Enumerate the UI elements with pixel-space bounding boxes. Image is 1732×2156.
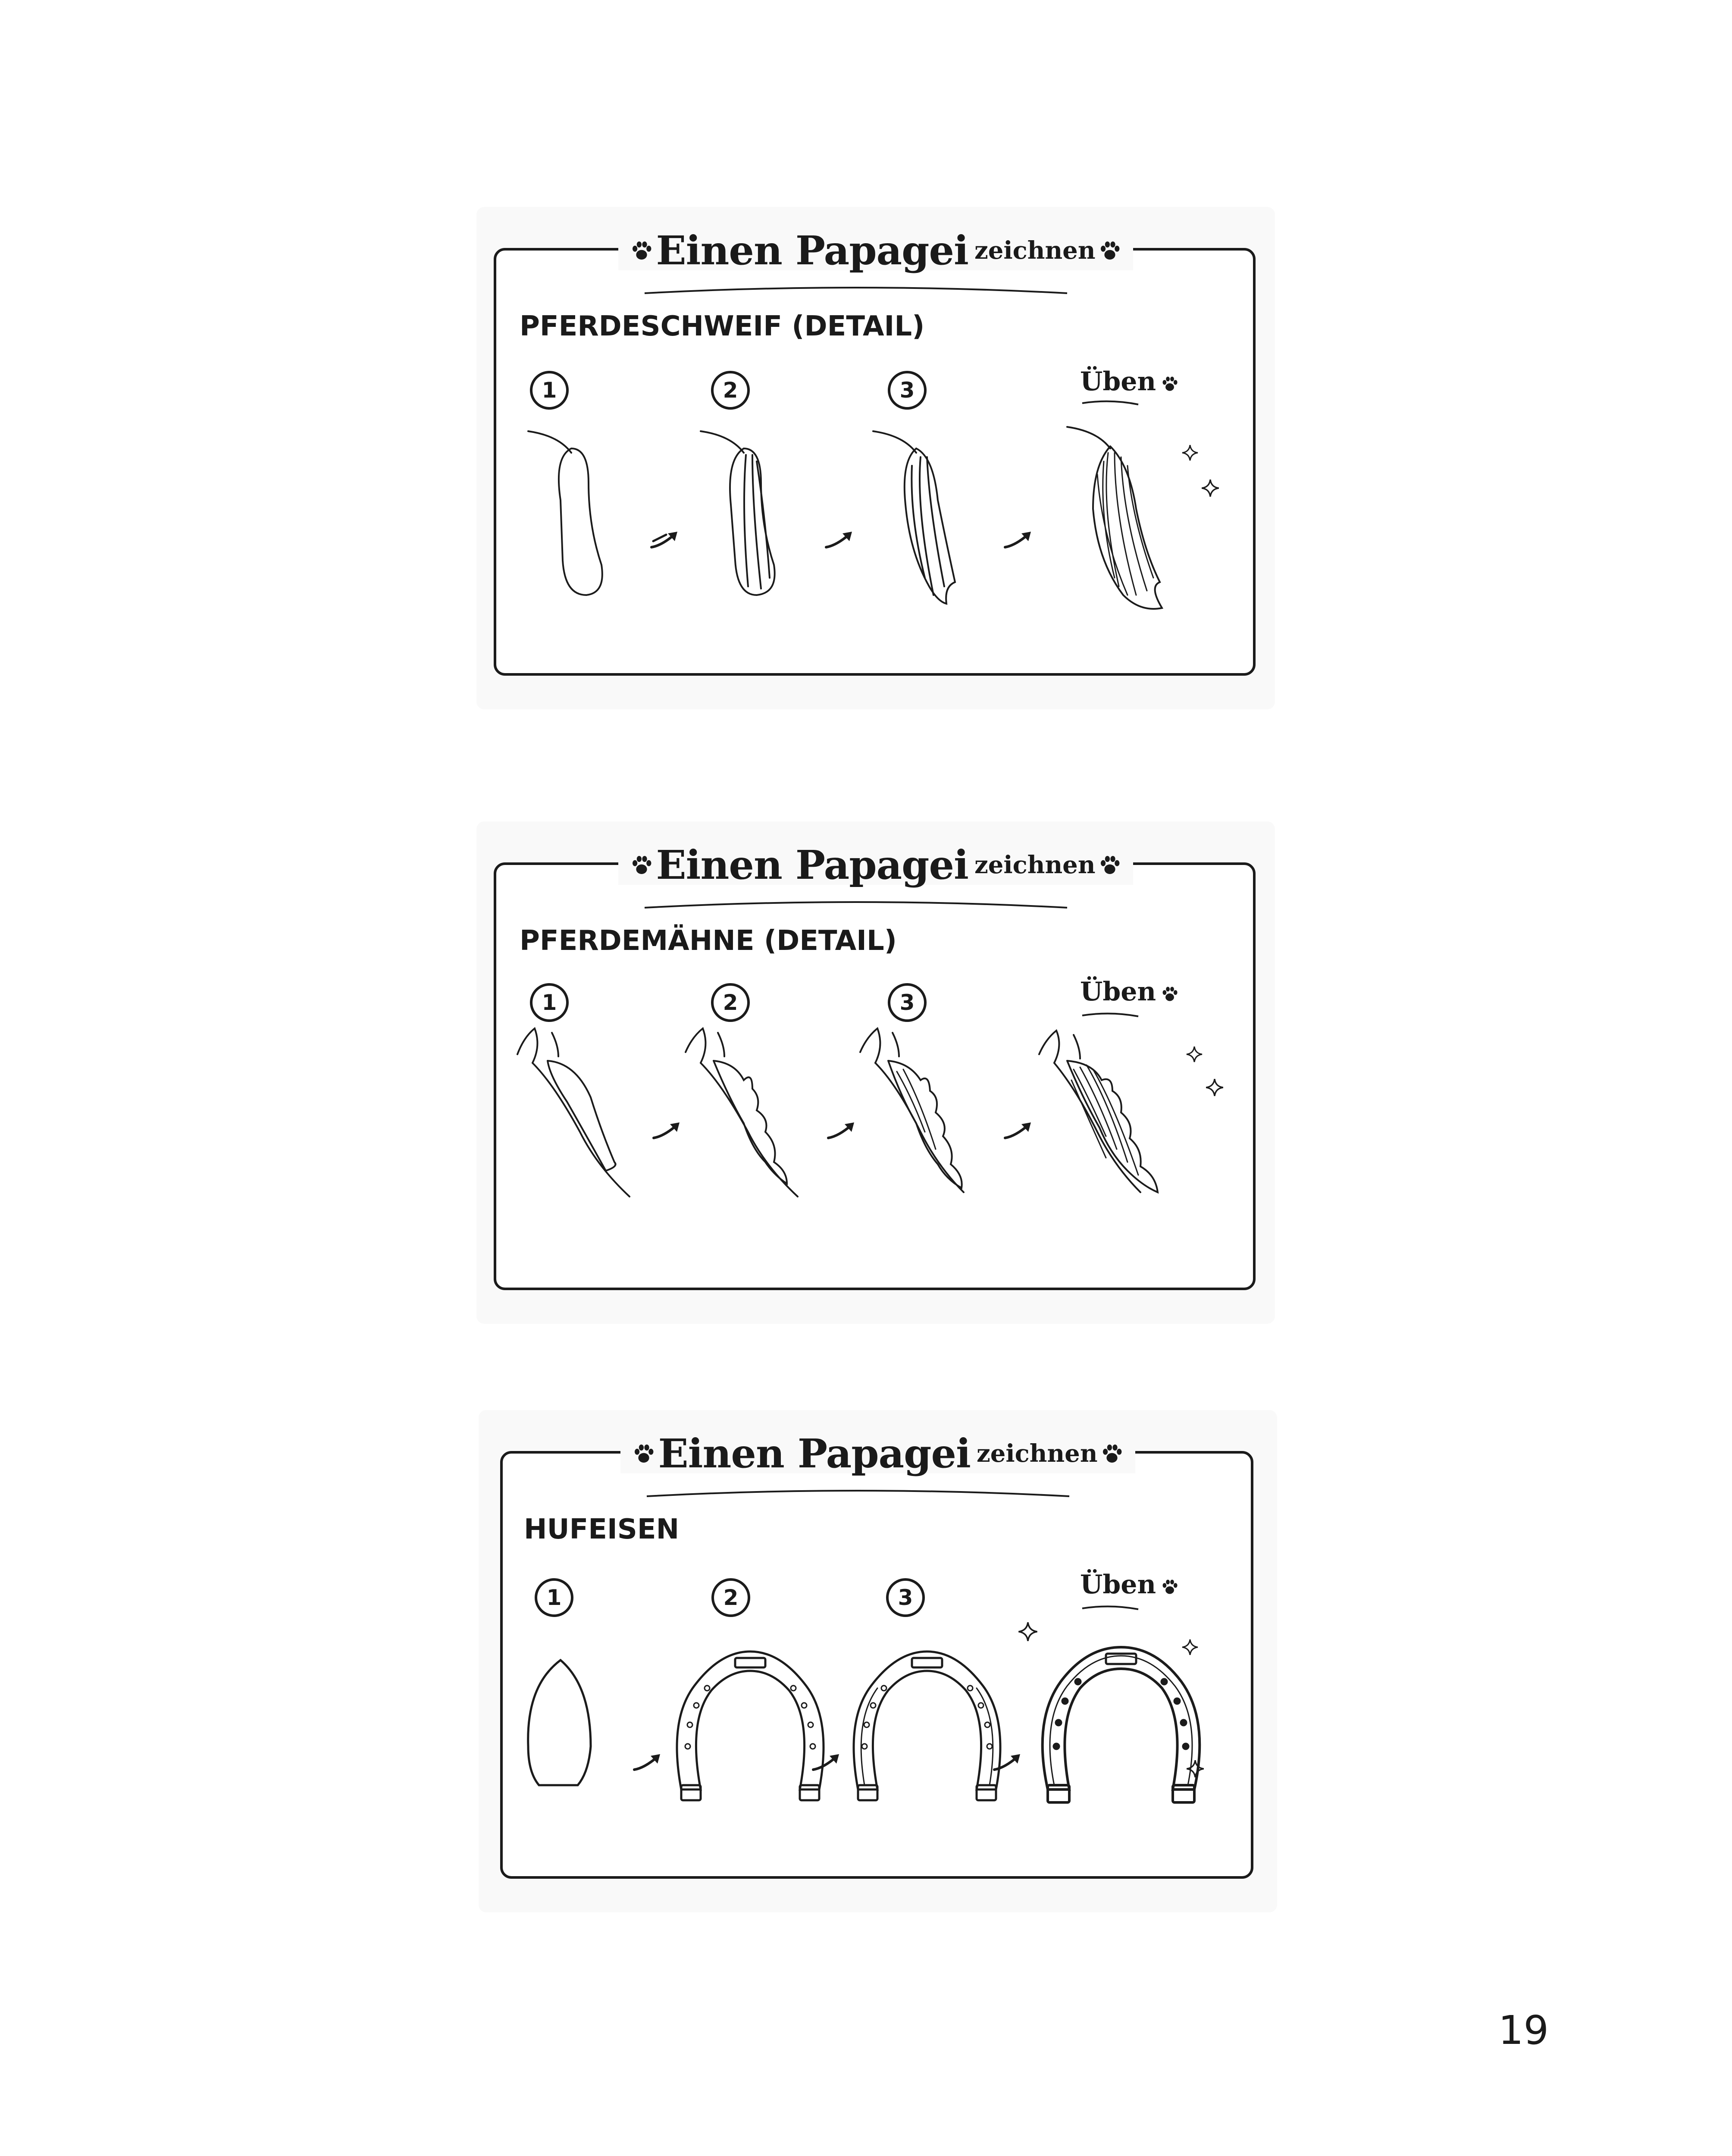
- practice-text: Üben: [1080, 977, 1156, 1007]
- arrow-icon: [826, 532, 852, 547]
- arrow-icon: [813, 1754, 839, 1770]
- step-badge-1: 1: [530, 371, 569, 410]
- step-badge-3: 3: [886, 1578, 925, 1617]
- sparkle-icon: [1206, 1079, 1223, 1096]
- sparkle-icon: [1182, 1639, 1198, 1655]
- arrow-icon: [1005, 1122, 1031, 1138]
- tutorial-panel-mane: [476, 821, 1275, 1324]
- step-badge-1: 1: [535, 1578, 573, 1617]
- title-sub: zeichnen: [974, 851, 1096, 879]
- step-badge-2: 2: [711, 983, 750, 1022]
- arrow-icon: [994, 1754, 1020, 1770]
- title-sub: zeichnen: [974, 236, 1096, 265]
- sparkle-icon: [1202, 479, 1219, 497]
- mane-drawings: [476, 821, 1275, 1324]
- sparkle-icon: [1182, 445, 1198, 461]
- tail-drawings: [476, 207, 1275, 709]
- arrow-icon: [654, 1122, 680, 1138]
- step-badge-2: 2: [711, 371, 750, 410]
- arrow-icon: [1005, 532, 1031, 547]
- step-badge-1: 1: [530, 983, 569, 1022]
- step-badge-3: 3: [888, 371, 927, 410]
- page-number: 19: [1498, 2007, 1549, 2053]
- section-heading: PFERDEMÄHNE (DETAIL): [520, 925, 897, 957]
- title-main: Einen Papagei: [656, 227, 968, 274]
- tutorial-panel-horseshoe: [479, 1410, 1277, 1912]
- step-badge-2: 2: [711, 1578, 750, 1617]
- section-heading: HUFEISEN: [524, 1514, 680, 1545]
- horseshoe-drawings: [479, 1410, 1277, 1912]
- practice-text: Üben: [1080, 1570, 1156, 1600]
- title-sub: zeichnen: [976, 1439, 1098, 1468]
- practice-text: Üben: [1080, 367, 1156, 397]
- sparkle-icon: [1018, 1622, 1037, 1641]
- section-heading: PFERDESCHWEIF (DETAIL): [520, 310, 925, 342]
- title-main: Einen Papagei: [656, 842, 968, 888]
- sparkle-icon: [1187, 1047, 1202, 1062]
- step-badge-3: 3: [888, 983, 927, 1022]
- arrow-icon: [634, 1754, 660, 1770]
- tutorial-panel-tail: [476, 207, 1275, 709]
- title-main: Einen Papagei: [658, 1430, 971, 1477]
- arrow-icon: [828, 1122, 854, 1138]
